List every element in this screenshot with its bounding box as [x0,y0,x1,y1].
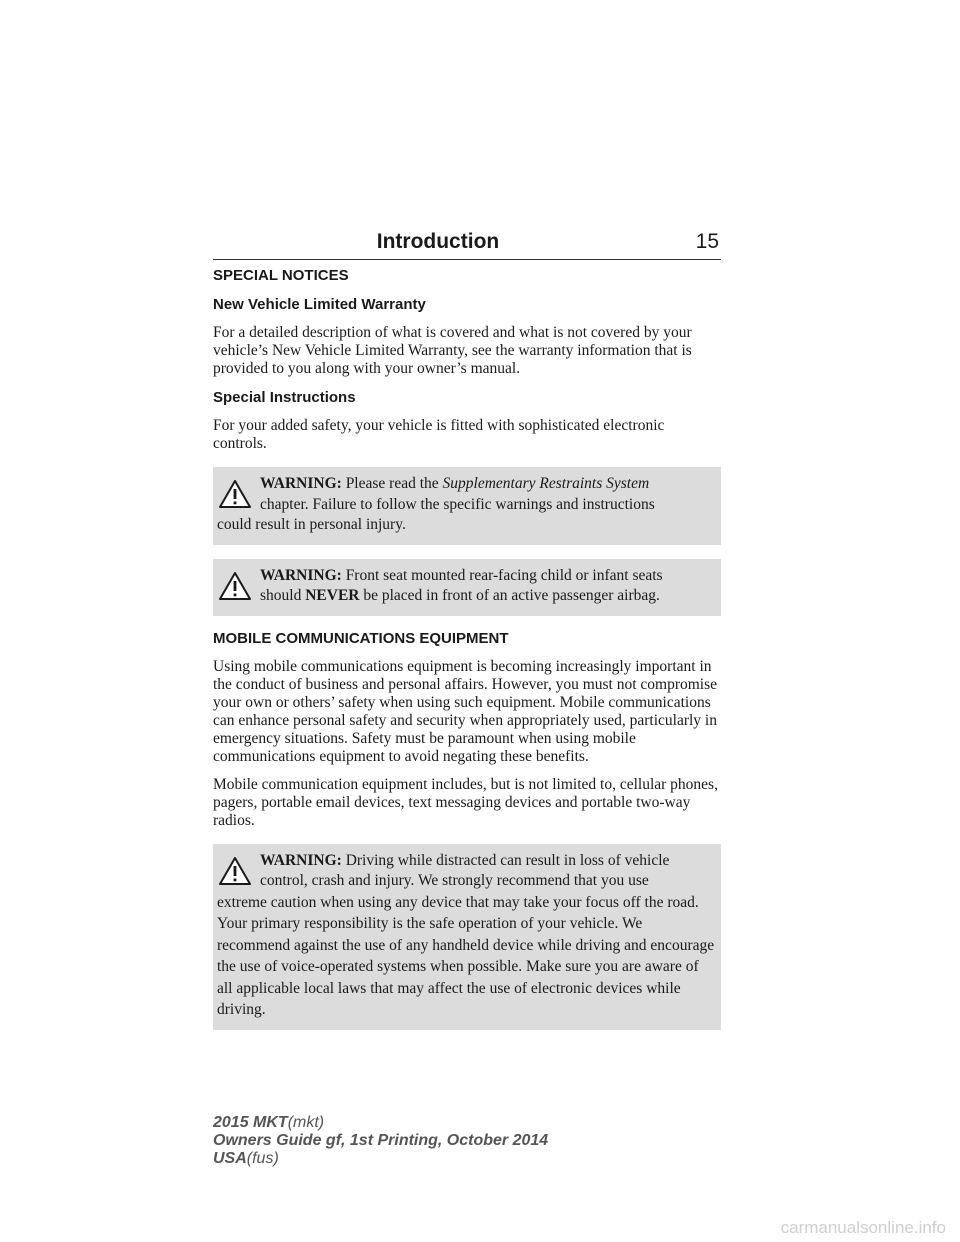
warning-label: WARNING: [260,851,342,869]
chapter-title: Introduction [376,230,500,253]
page-header [213,226,721,260]
instructions-text: For your added safety, your vehicle is fitted with sophisticated electronic controls. [213,417,665,452]
warning-label: WARNING: [260,475,342,492]
warning-box-restraints: WARNING: Please read the Supplementary Restraints System chapter. Failure to follow the specific warnings and instructions could result in personal injury. [213,467,721,545]
warning-triangle-icon [218,571,252,601]
mobile-para-2: Mobile communication equipment includes, but is not limited to, cellular phones, pagers, portable email devices, text messaging devices and portable two-way radios. [213,775,718,829]
warranty-heading: New Vehicle Limited Warranty [213,296,426,313]
watermark: carmanualsonline.info [780,1218,946,1237]
warning-triangle-icon [218,479,252,509]
warning-label: WARNING: [260,566,342,584]
warning-box-distraction: WARNING: Driving while distracted can result in loss of vehicle control, crash and injury. We strongly recommend that you use extreme caution when using any device that may take your focus off the road. Your primary responsibility is the safe operation of your vehicle. We recommend against the use of any handheld device while driving and encourage the use of voice-operated systems when possible. Make sure you are aware of all applicable local laws that may affect the use of electronic devices while driving. [213,844,721,1030]
page-content [213,266,721,1044]
header-rule [213,259,721,260]
document-footer: 2015 MKT(mkt) Owners Guide gf, 1st Printing, October 2014 USA(fus) [213,1114,549,1167]
warning-triangle-icon [218,856,252,886]
special-notices-heading: SPECIAL NOTICES [213,267,349,284]
never-emphasis: NEVER [305,587,360,604]
instructions-heading: Special Instructions [213,389,356,406]
mobile-heading: MOBILE COMMUNICATIONS EQUIPMENT [213,629,509,647]
mobile-para-1: Using mobile communications equipment is becoming increasingly important in the conduct of business and personal affairs. However, you must not compromise your own or others’ safety when using such equipment. Mobile communications can enhance personal safety and security when appropriately used, particularly in emergency situations. Safety must be paramount when using mobile communications equipment to avoid negating these benefits. [213,657,718,765]
chapter-reference: Supplementary Restraints System [442,475,650,492]
warning-box-child-seats: WARNING: Front seat mounted rear-facing child or infant seats should NEVER be placed in front of an active passenger airbag. [213,559,721,616]
warranty-text: For a detailed description of what is covered and what is not covered by your vehicle’s New Vehicle Limited Warranty, see the warranty information that is provided to you along with your owner’s manual. [213,324,692,377]
page-number: 15 [695,230,719,253]
